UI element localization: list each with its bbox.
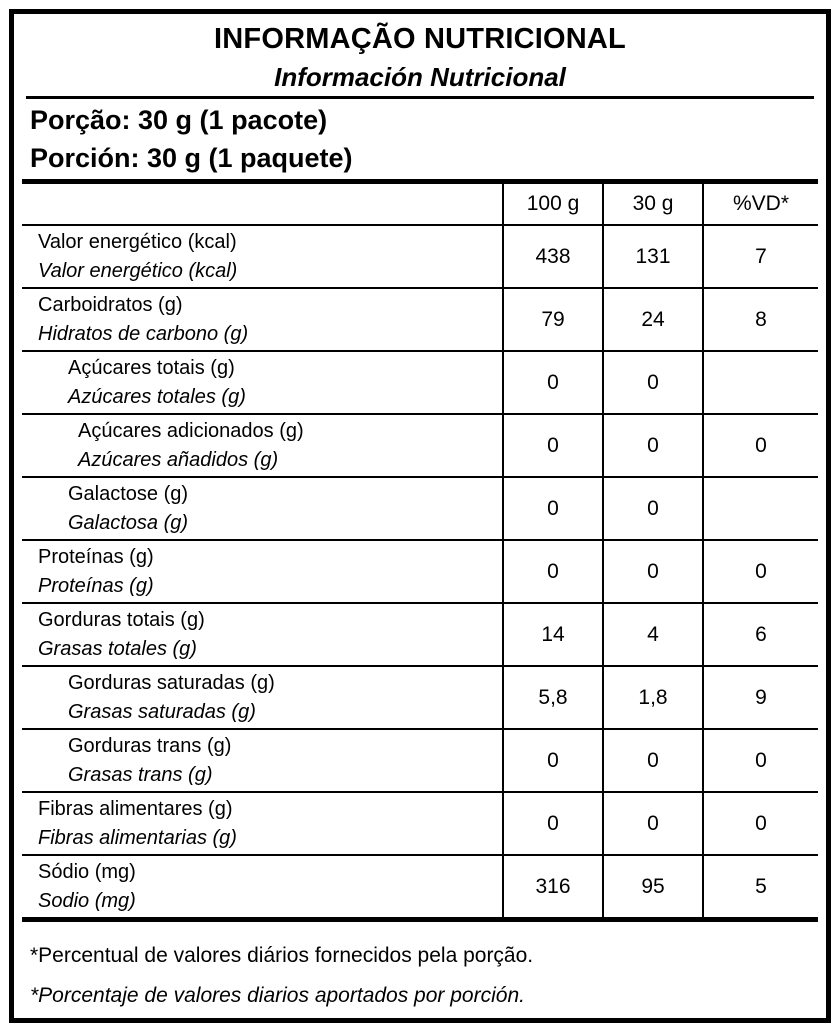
value-per-100g: 79: [502, 289, 602, 350]
nutrient-label: [22, 856, 502, 917]
table-row-added-sugars: [22, 415, 818, 478]
nutrient-name-es: Grasas saturadas (g): [68, 700, 256, 723]
nutrient-name-pt: Açúcares adicionados (g): [78, 419, 304, 442]
nutrient-name-es: Galactosa (g): [68, 511, 189, 534]
value-per-30g: 131: [602, 226, 702, 287]
header-percent-vd: %VD*: [702, 184, 818, 224]
table-row-total-sugars: [22, 352, 818, 415]
header-nutrient-blank: [22, 184, 502, 224]
page-subtitle: Información Nutricional: [274, 62, 566, 92]
nutrient-label: [22, 667, 502, 728]
nutrient-label: [22, 289, 502, 350]
table-row-saturated-fat: [22, 667, 818, 730]
nutrient-name-pt: Gorduras saturadas (g): [68, 671, 275, 694]
nutrient-name-pt: Galactose (g): [68, 482, 189, 505]
value-percent-vd: [702, 478, 818, 539]
table-row-galactose: [22, 478, 818, 541]
value-per-100g: 316: [502, 856, 602, 917]
value-per-100g: 438: [502, 226, 602, 287]
nutrient-name-pt: Proteínas (g): [38, 545, 154, 568]
value-per-30g: 1,8: [602, 667, 702, 728]
value-percent-vd: 6: [702, 604, 818, 665]
value-percent-vd: 5: [702, 856, 818, 917]
value-per-100g: 0: [502, 415, 602, 476]
header-per-100g: 100 g: [502, 184, 602, 224]
value-per-30g: 0: [602, 415, 702, 476]
nutrient-label: [22, 478, 502, 539]
nutrient-name-es: Proteínas (g): [38, 574, 154, 597]
table-row-fiber: [22, 793, 818, 856]
nutrient-name-pt: Gorduras trans (g): [68, 734, 232, 757]
value-per-30g: 0: [602, 478, 702, 539]
portion-es: Porción: 30 g (1 paquete): [30, 143, 353, 173]
nutrient-label: [22, 226, 502, 287]
nutrient-name-pt: Carboidratos (g): [38, 293, 183, 316]
nutrient-name-es: Sodio (mg): [38, 889, 136, 912]
table-row-total-fat: [22, 604, 818, 667]
nutrient-name-es: Hidratos de carbono (g): [38, 322, 249, 345]
nutrient-name-es: Azúcares totales (g): [68, 385, 246, 408]
value-percent-vd: 9: [702, 667, 818, 728]
value-per-100g: 0: [502, 352, 602, 413]
nutrient-name-pt: Fibras alimentares (g): [38, 797, 233, 820]
nutrient-name-pt: Açúcares totais (g): [68, 356, 235, 379]
value-per-30g: 4: [602, 604, 702, 665]
nutrient-name-es: Grasas totales (g): [38, 637, 197, 660]
table-header-row: [22, 184, 818, 226]
footnotes-section: [14, 922, 826, 1018]
table-row-sodium: [22, 856, 818, 917]
nutrient-label: [22, 730, 502, 791]
value-percent-vd: 8: [702, 289, 818, 350]
value-percent-vd: 0: [702, 541, 818, 602]
nutrition-table: [22, 179, 818, 922]
table-row-energy: [22, 226, 818, 289]
nutrient-label: [22, 604, 502, 665]
portion-section: [14, 99, 826, 179]
nutrition-label: [9, 9, 831, 1023]
nutrient-label: [22, 541, 502, 602]
value-percent-vd: 0: [702, 793, 818, 854]
table-row-carbs: [22, 289, 818, 352]
value-per-100g: 14: [502, 604, 602, 665]
value-per-100g: 5,8: [502, 667, 602, 728]
value-per-30g: 0: [602, 730, 702, 791]
table-row-trans-fat: [22, 730, 818, 793]
nutrient-name-pt: Gorduras totais (g): [38, 608, 205, 631]
value-per-30g: 0: [602, 793, 702, 854]
nutrient-name-pt: Valor energético (kcal): [38, 230, 237, 253]
value-per-100g: 0: [502, 478, 602, 539]
title-section: [14, 14, 826, 96]
value-per-30g: 24: [602, 289, 702, 350]
portion-pt: Porção: 30 g (1 pacote): [30, 105, 328, 135]
value-percent-vd: 7: [702, 226, 818, 287]
nutrient-name-es: Valor energético (kcal): [38, 259, 238, 282]
footnote-pt: *Percentual de valores diários fornecidos pela porção.: [30, 944, 534, 967]
value-per-100g: 0: [502, 541, 602, 602]
table-row-protein: [22, 541, 818, 604]
nutrient-name-es: Grasas trans (g): [68, 763, 213, 786]
page-title: INFORMAÇÃO NUTRICIONAL: [214, 23, 626, 55]
footnote-es: *Porcentaje de valores diarios aportados por porción.: [30, 984, 525, 1007]
nutrient-name-es: Azúcares añadidos (g): [78, 448, 279, 471]
value-percent-vd: 0: [702, 415, 818, 476]
value-per-30g: 0: [602, 541, 702, 602]
nutrient-name-pt: Sódio (mg): [38, 860, 136, 883]
value-percent-vd: [702, 352, 818, 413]
value-per-100g: 0: [502, 730, 602, 791]
nutrient-label: [22, 793, 502, 854]
nutrient-label: [22, 415, 502, 476]
nutrient-label: [22, 352, 502, 413]
header-per-30g: 30 g: [602, 184, 702, 224]
value-per-100g: 0: [502, 793, 602, 854]
value-per-30g: 0: [602, 352, 702, 413]
value-per-30g: 95: [602, 856, 702, 917]
nutrient-name-es: Fibras alimentarias (g): [38, 826, 237, 849]
value-percent-vd: 0: [702, 730, 818, 791]
